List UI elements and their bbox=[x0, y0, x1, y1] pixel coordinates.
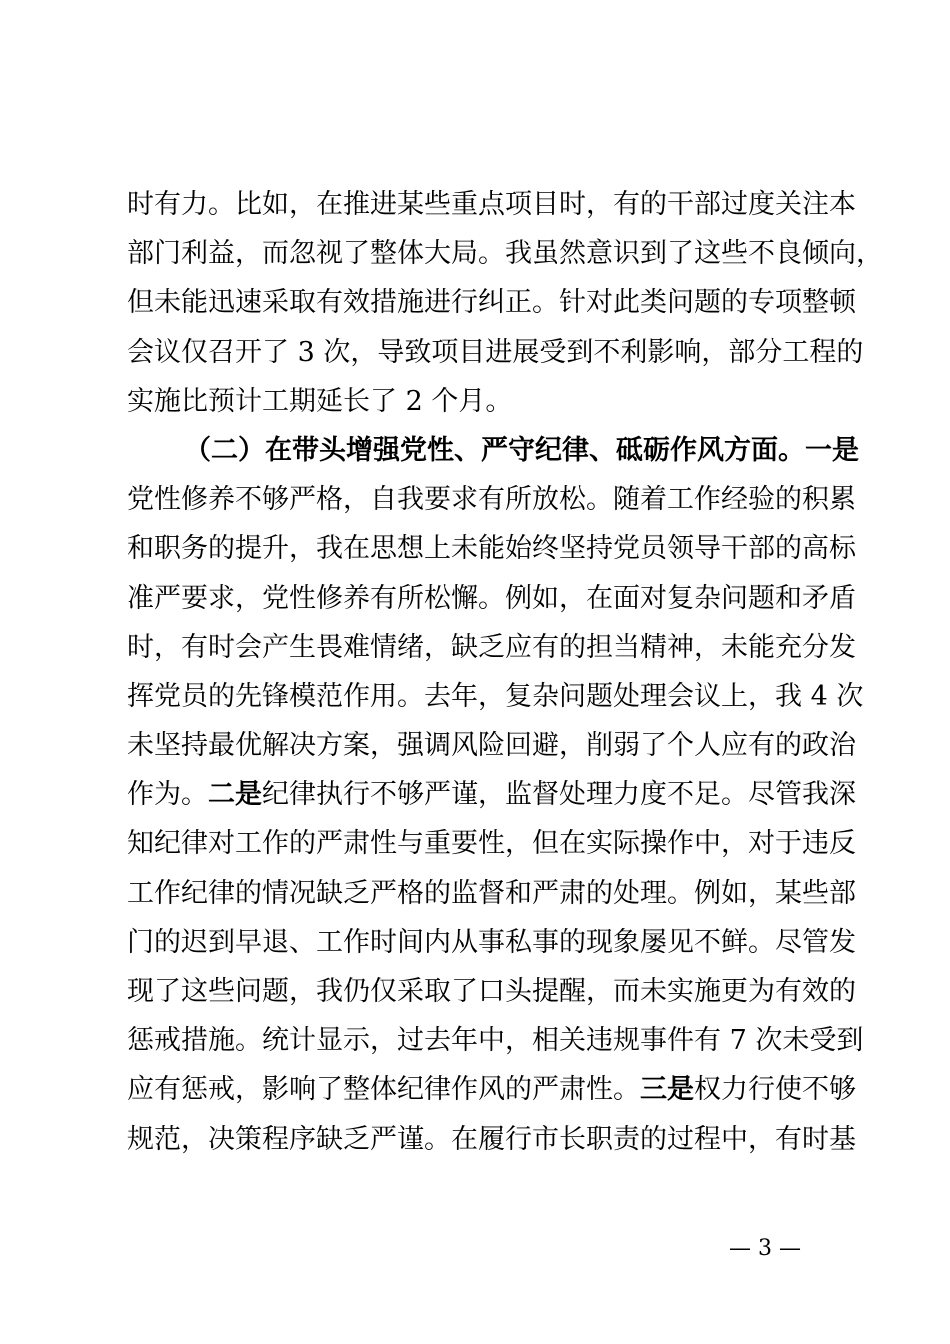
paragraph-2-line-2: 党性修养不够严格，自我要求有所放松。随着工作经验的积累 bbox=[127, 484, 856, 516]
paragraph-1-line-2: 部门利益，而忽视了整体大局。我虽然意识到了这些不良倾向， bbox=[127, 238, 883, 270]
paragraph-2-line-11: 门的迟到早退、工作时间内从事私事的现象屡见不鲜。尽管发 bbox=[127, 926, 856, 958]
paragraph-1-line-5: 实施比预计工期延长了 2 个月。 bbox=[127, 385, 513, 417]
page-number: — 3 — bbox=[729, 1236, 801, 1261]
line-14-prefix: 应有惩戒，影响了整体纪律作风的严肃性。 bbox=[127, 1074, 640, 1106]
paragraph-2-line-14 bbox=[127, 1065, 856, 1114]
paragraph-2-line-15: 规范，决策程序缺乏严谨。在履行市长职责的过程中，有时基 bbox=[127, 1123, 856, 1155]
paragraph-2-line-3: 和职务的提升，我在思想上未能始终坚持党员领导干部的高标 bbox=[127, 533, 856, 565]
point-three-marker: 三是 bbox=[640, 1074, 694, 1106]
paragraph-2-line-13: 惩戒措施。统计显示，过去年中，相关违规事件有 7 次未受到 bbox=[127, 1025, 864, 1057]
body-text bbox=[127, 180, 883, 1164]
paragraph-1-line-3: 但未能迅速采取有效措施进行纠正。针对此类问题的专项整顿 bbox=[127, 287, 856, 319]
paragraph-2-line-12: 现了这些问题，我仍仅采取了口头提醒，而未实施更为有效的 bbox=[127, 976, 856, 1007]
line-8-suffix: 纪律执行不够严谨，监督处理力度不足。尽管我深 bbox=[262, 779, 856, 811]
paragraph-2-line-4: 准严要求，党性修养有所松懈。例如，在面对复杂问题和矛盾 bbox=[127, 582, 856, 614]
paragraph-2-line-9: 知纪律对工作的严肃性与重要性，但在实际操作中，对于违反 bbox=[127, 828, 856, 860]
line-14-suffix: 权力行使不够 bbox=[694, 1074, 856, 1106]
paragraph-2-line-6: 挥党员的先锋模范作用。去年，复杂问题处理会议上，我 4 次 bbox=[127, 680, 864, 712]
section-heading-line: （二）在带头增强党性、严守纪律、砥砺作风方面。一是 bbox=[184, 434, 859, 466]
paragraph-2-line-7: 未坚持最优解决方案，强调风险回避，削弱了个人应有的政治 bbox=[127, 730, 856, 762]
paragraph-2-line-10: 工作纪律的情况缺乏严格的监督和严肃的处理。例如，某些部 bbox=[127, 877, 856, 909]
point-two-marker: 二是 bbox=[208, 779, 262, 811]
line-8-prefix: 作为。 bbox=[127, 779, 208, 811]
paragraph-1-line-4: 会议仅召开了 3 次，导致项目进展受到不利影响，部分工程的 bbox=[127, 336, 864, 368]
paragraph-1-line-1: 时有力。比如，在推进某些重点项目时，有的干部过度关注本 bbox=[127, 189, 856, 220]
paragraph-2-line-5: 时，有时会产生畏难情绪，缺乏应有的担当精神，未能充分发 bbox=[127, 631, 856, 663]
paragraph-2-line-8 bbox=[127, 770, 856, 819]
